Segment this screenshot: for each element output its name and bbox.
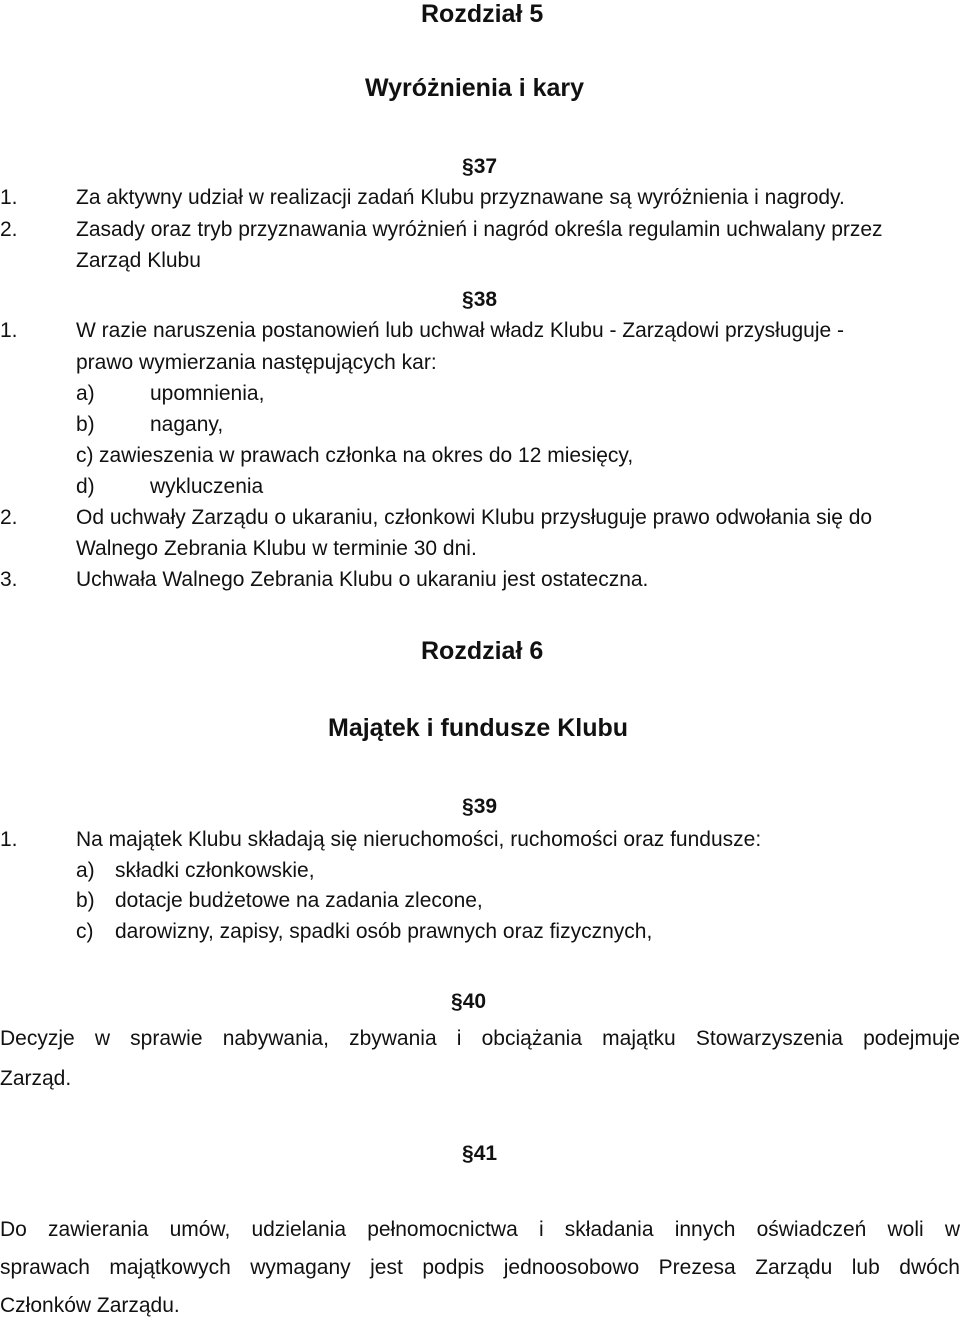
- s37-item-1-text: Za aktywny udział w realizacji zadań Klubu przyznawane są wyróżnienia i nagrody.: [76, 186, 845, 209]
- s41-line-1: Do zawierania umów, udzielania pełnomocnictwa i składania innych oświadczeń woli w: [0, 1218, 960, 1241]
- s39-subitem-b-text: dotacje budżetowe na zadania zlecone,: [115, 889, 483, 912]
- s39-subitem-a-letter: a): [76, 859, 95, 882]
- s38-subitem-c-letter: c): [76, 444, 94, 467]
- section-number: 38: [473, 288, 498, 311]
- section-38-heading: [462, 289, 497, 310]
- s41-line-3: Członków Zarządu.: [0, 1294, 180, 1317]
- s38-item-1-line-1: W razie naruszenia postanowień lub uchwał władz Klubu - Zarządowi przysługuje -: [76, 319, 845, 342]
- s38-subitem-c-text: zawieszenia w prawach członka na okres do 12 miesięcy,: [99, 444, 634, 467]
- section-sign: §: [462, 155, 474, 178]
- s38-subitem-d-text: wykluczenia: [150, 475, 264, 498]
- s39-subitem-c-letter: c): [76, 920, 94, 943]
- s37-item-1-number: 1.: [0, 186, 18, 209]
- s38-subitem-b-text: nagany,: [150, 413, 224, 436]
- s38-subitem-b-letter: b): [76, 413, 95, 436]
- section-number: 40: [462, 990, 487, 1013]
- section-number: 39: [473, 795, 498, 818]
- section-sign: §: [462, 288, 474, 311]
- s38-item-2-line-2: Walnego Zebrania Klubu w terminie 30 dni.: [76, 537, 477, 560]
- s38-item-2-number: 2.: [0, 506, 18, 529]
- section-40-heading: [451, 991, 486, 1012]
- chapter-5-title: Rozdział 5: [421, 0, 544, 28]
- s39-subitem-c-text: darowizny, zapisy, spadki osób prawnych oraz fizycznych,: [115, 920, 653, 943]
- s39-item-1-number: 1.: [0, 828, 18, 851]
- section-sign: §: [451, 990, 463, 1013]
- s38-item-3-text: Uchwała Walnego Zebrania Klubu o ukaraniu jest ostateczna.: [76, 568, 649, 591]
- s38-subitem-d-letter: d): [76, 475, 95, 498]
- section-sign: §: [462, 1142, 474, 1165]
- section-sign: §: [462, 795, 474, 818]
- s39-subitem-b-letter: b): [76, 889, 95, 912]
- s37-item-2-line-2: Zarząd Klubu: [76, 249, 201, 272]
- s38-item-1-line-2: prawo wymierzania następujących kar:: [76, 351, 437, 374]
- section-number: 41: [473, 1142, 498, 1165]
- section-41-heading: [462, 1143, 497, 1164]
- section-37-heading: [462, 156, 497, 177]
- s37-item-2-line-1: Zasady oraz tryb przyznawania wyróżnień i nagród określa regulamin uchwalany przez: [76, 218, 883, 241]
- s39-item-1-text: Na majątek Klubu składają się nieruchomości, ruchomości oraz fundusze:: [76, 828, 762, 851]
- s39-subitem-a-text: składki członkowskie,: [115, 859, 315, 882]
- s40-line-1: Decyzje w sprawie nabywania, zbywania i obciążania majątku Stowarzyszenia podejmuje: [0, 1027, 960, 1050]
- chapter-6-subtitle: Majątek i fundusze Klubu: [328, 714, 629, 742]
- chapter-6-title: Rozdział 6: [421, 637, 544, 665]
- section-39-heading: [462, 796, 497, 817]
- s38-item-2-line-1: Od uchwały Zarządu o ukaraniu, członkowi Klubu przysługuje prawo odwołania się do: [76, 506, 873, 529]
- s38-subitem-a-letter: a): [76, 382, 95, 405]
- section-number: 37: [473, 155, 498, 178]
- s38-subitem-a-text: upomnienia,: [150, 382, 265, 405]
- s38-item-3-number: 3.: [0, 568, 18, 591]
- chapter-5-subtitle: Wyróżnienia i kary: [365, 74, 585, 102]
- s41-line-2: sprawach majątkowych wymagany jest podpis jednoosobowo Prezesa Zarządu lub dwóch: [0, 1256, 960, 1279]
- s37-item-2-number: 2.: [0, 218, 18, 241]
- s40-line-2: Zarząd.: [0, 1067, 72, 1090]
- s38-item-1-number: 1.: [0, 319, 18, 342]
